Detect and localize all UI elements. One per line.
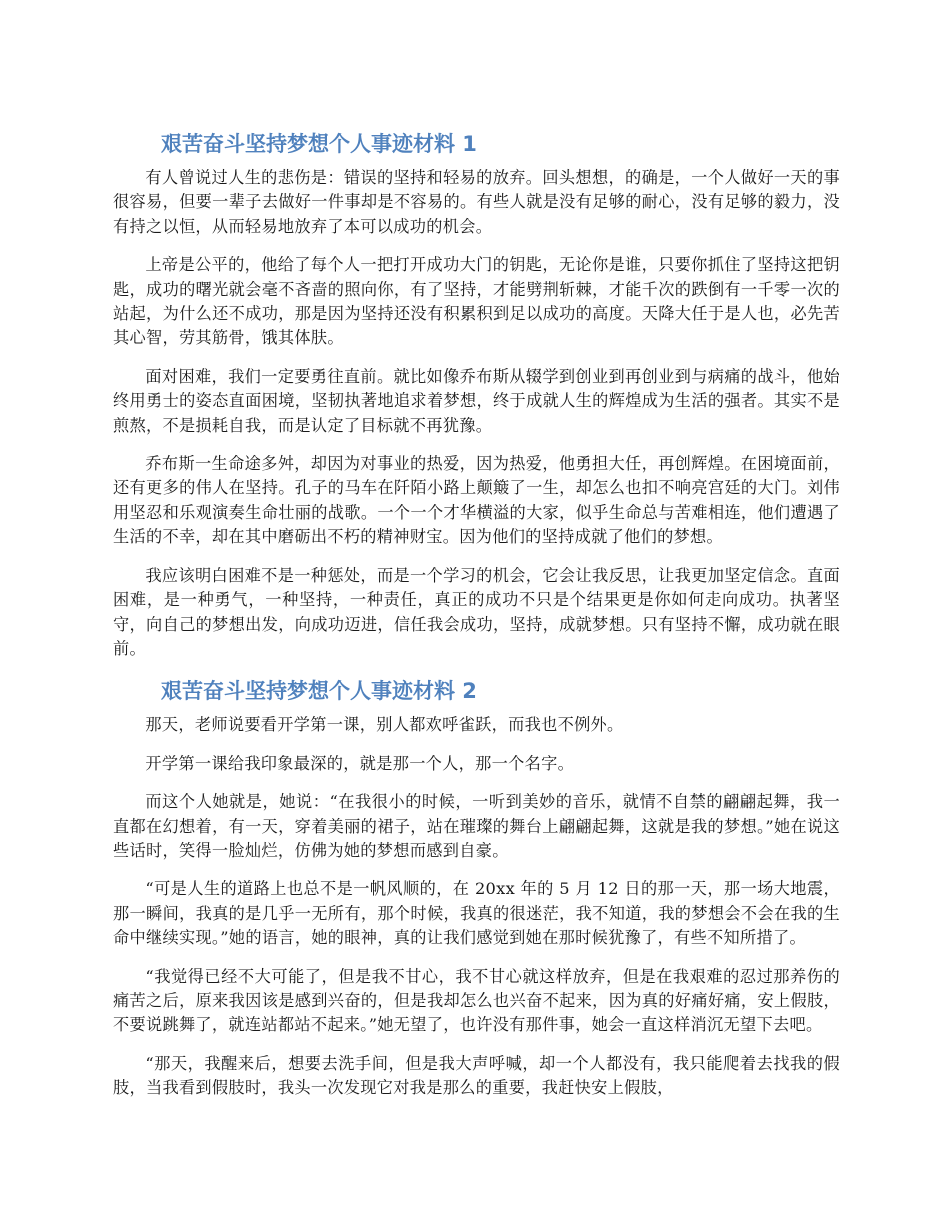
document-body [113,128,840,1115]
section-2-paragraph-2: 开学第一课给我印象最深的，就是那一个人，那一个名字。 [145,753,575,773]
section-2-paragraph-3: 而这个人她就是，她说：“在我很小的时候，一听到美妙的音乐，就情不自禁的翩翩起舞，我一直都在幻想着，有一天，穿着美丽的裙子，站在璀璨的舞台上翩翩起舞，这就是我的梦想。”她在说这些话时，笑得一脸灿烂，仿佛为她的梦想而感到自豪。 [113,792,840,860]
section-2-title: 艰苦奋斗坚持梦想个人事迹材料 2 [161,679,477,704]
section-1-paragraph-3: 面对困难，我们一定要勇往直前。就比如像乔布斯从辍学到创业到再创业到与病痛的战斗，他始终用勇士的姿态直面困境，坚韧执著地追求着梦想，终于成就人生的辉煌成为生活的强者。其实不是煎熬，不是损耗自我，而是认定了目标就不再犹豫。 [113,366,840,435]
section-1-title: 艰苦奋斗坚持梦想个人事迹材料 1 [161,132,477,156]
section-1-paragraph-4: 乔布斯一生命途多舛，却因为对事业的热爱，因为热爱，他勇担大任，再创辉煌。在困境面前，还有更多的伟人在坚持。孔子的马车在阡陌小路上颠簸了一生，却怎么也扣不响亮宫廷的大门。刘伟用坚忍和乐观演奏生命壮丽的战歌。一个一个才华横溢的大家，似乎生命总与苦难相连，他们遭遇了生活的不幸，却在其中磨砺出不朽的精神财宝。因为他们的坚持成就了他们的梦想。 [113,454,840,547]
section-1-paragraph-1: 有人曾说过人生的悲伤是：错误的坚持和轻易的放弃。回头想想，的确是，一个人做好一天的事很容易，但要一辈子去做好一件事却是不容易的。有些人就是没有足够的耐心，没有足够的毅力，没有持之以恒，从而轻易地放弃了本可以成功的机会。 [113,168,840,236]
section-1-paragraph-5: 我应该明白困难不是一种惩处，而是一个学习的机会，它会让我反思，让我更加坚定信念。直面困难，是一种勇气，一种坚持，一种责任，真正的成功不只是个结果更是你如何走向成功。执著坚守，向自己的梦想出发，向成功迈进，信任我会成功，坚持，成就梦想。只有坚持不懈，成功就在眼前。 [113,565,840,658]
section-2-paragraph-4: “可是人生的道路上也总不是一帆风顺的，在 20xx 年的 5 月 12 日的那一天，那一场大地震，那一瞬间，我真的是几乎一无所有，那个时候，我真的很迷茫，我不知道，我的梦想会不会在我的生命中继续实现。”她的语言，她的眼神，真的让我们感觉到她在那时候犹豫了，有些不知所措了。 [113,879,840,948]
section-2-paragraph-6: “那天，我醒来后，想要去洗手间，但是我大声呼喊，却一个人都没有，我只能爬着去找我的假肢，当我看到假肢时，我头一次发现它对我是那么的重要，我赶快安上假肢， [113,1053,840,1098]
section-1-paragraph-2: 上帝是公平的，他给了每个人一把打开成功大门的钥匙，无论你是谁，只要你抓住了坚持这把钥匙，成功的曙光就会毫不吝啬的照向你，有了坚持，才能劈荆斩棘，才能千次的跌倒有一千零一次的站起，为什么还不成功，那是因为坚持还没有积累积到足以成功的高度。天降大任于是人也，必先苦其心智，劳其筋骨，饿其体肤。 [113,255,840,348]
section-2-paragraph-1: 那天，老师说要看开学第一课，别人都欢呼雀跃，而我也不例外。 [145,715,624,735]
section-2-paragraph-5: “我觉得已经不大可能了，但是我不甘心，我不甘心就这样放弃，但是在我艰难的忍过那养伤的痛苦之后，原来我因该是感到兴奋的，但是我却怎么也兴奋不起来，因为真的好痛好痛，安上假肢，不要说跳舞了，就连站都站不起来。”她无望了，也许没有那件事，她会一直这样消沉无望下去吧。 [113,966,840,1035]
